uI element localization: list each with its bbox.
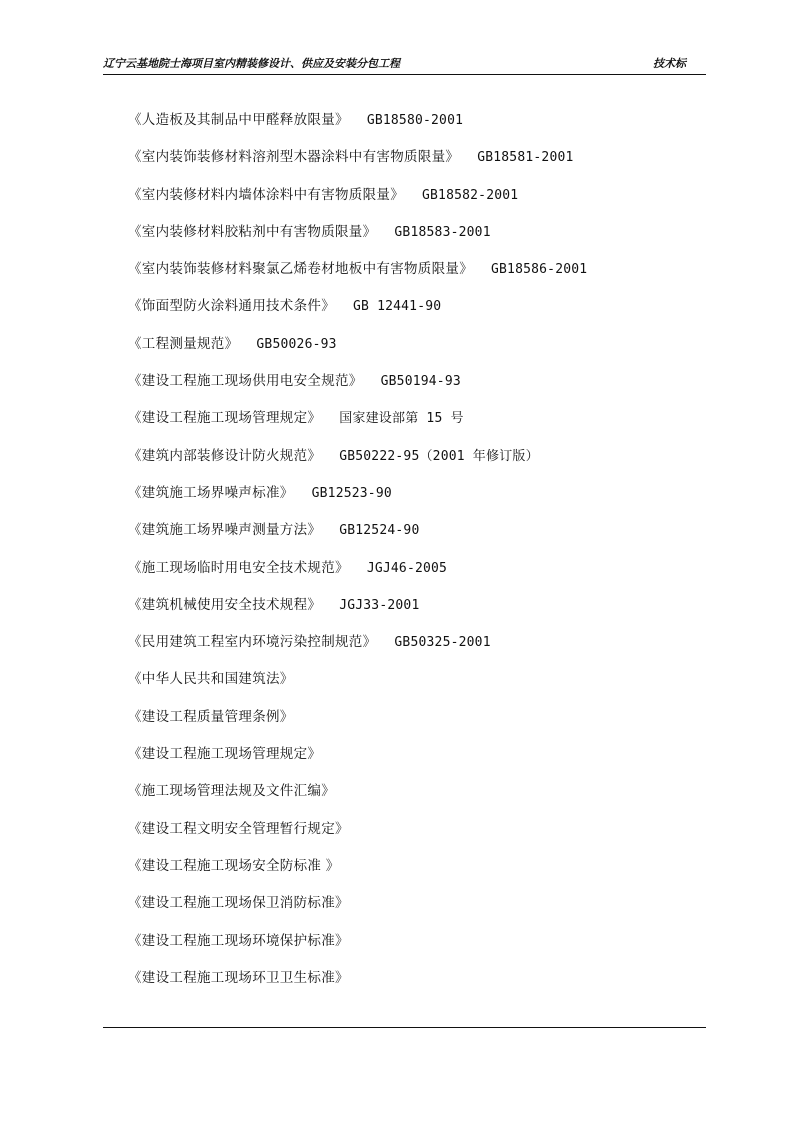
standard-item xyxy=(128,110,706,147)
standard-title: 《中华人民共和国建筑法》 xyxy=(128,671,294,688)
standard-title: 《建设工程施工现场管理规定》 xyxy=(128,746,322,763)
footer-rule xyxy=(103,1027,706,1028)
standard-item xyxy=(128,931,706,968)
standard-item xyxy=(128,968,706,1005)
standard-code: JGJ46-2005 xyxy=(366,560,448,576)
standard-item xyxy=(128,296,706,333)
standard-item xyxy=(128,856,706,893)
standard-title: 《建设工程施工现场安全防标准 》 xyxy=(128,857,340,874)
header-rule xyxy=(103,74,706,75)
standard-item xyxy=(128,520,706,557)
section-label: 技术标 xyxy=(653,57,686,70)
standard-item xyxy=(128,147,706,184)
standard-item xyxy=(128,669,706,706)
standard-title: 《建设工程施工现场环境保护标准》 xyxy=(128,932,349,949)
standard-title: 《室内装修材料内墙体涂料中有害物质限量》 xyxy=(128,186,404,203)
standard-item xyxy=(128,259,706,296)
standard-item xyxy=(128,222,706,259)
standard-code: JGJ33-2001 xyxy=(339,597,420,613)
standard-code: GB18581-2001 xyxy=(477,150,574,166)
standard-title: 《建筑施工场界噪声标准》 xyxy=(128,484,294,501)
standard-item xyxy=(128,408,706,445)
standards-list xyxy=(128,110,706,1005)
standard-code: GB12523-90 xyxy=(311,485,392,501)
standard-title: 《建设工程质量管理条例》 xyxy=(128,708,294,725)
standard-item xyxy=(128,334,706,371)
standard-title: 《工程测量规范》 xyxy=(128,335,239,352)
standard-title: 《民用建筑工程室内环境污染控制规范》 xyxy=(128,634,377,651)
standard-item xyxy=(128,446,706,483)
standard-item xyxy=(128,185,706,222)
standard-title: 《建筑机械使用安全技术规程》 xyxy=(128,596,322,613)
standard-title: 《建设工程施工现场管理规定》 xyxy=(128,410,322,427)
standard-item xyxy=(128,744,706,781)
standard-title: 《室内装饰装修材料溶剂型木器涂料中有害物质限量》 xyxy=(128,149,460,166)
standard-item xyxy=(128,371,706,408)
standard-title: 《施工现场临时用电安全技术规范》 xyxy=(128,559,349,576)
project-title: 辽宁云基地院士海项目室内精装修设计、供应及安装分包工程 xyxy=(103,57,400,70)
standard-item xyxy=(128,632,706,669)
standard-code: 国家建设部第 15 号 xyxy=(339,411,464,427)
standard-title: 《施工现场管理法规及文件汇编》 xyxy=(128,783,335,800)
standard-title: 《人造板及其制品中甲醛释放限量》 xyxy=(128,112,349,128)
standard-code: GB18582-2001 xyxy=(422,187,519,203)
standard-code: GB18583-2001 xyxy=(394,224,491,240)
standard-item xyxy=(128,483,706,520)
standard-item xyxy=(128,893,706,930)
standard-code: GB50325-2001 xyxy=(394,635,491,651)
standard-item xyxy=(128,595,706,632)
standard-title: 《建设工程施工现场环卫卫生标准》 xyxy=(128,969,349,986)
standard-code: GB50194-93 xyxy=(380,374,461,390)
standard-code: GB50222-95（2001 年修订版） xyxy=(339,448,539,464)
standard-title: 《饰面型防火涂料通用技术条件》 xyxy=(128,298,335,315)
standard-title: 《建设工程文明安全管理暂行规定》 xyxy=(128,820,349,837)
standard-item xyxy=(128,707,706,744)
standard-item xyxy=(128,819,706,856)
standard-title: 《建设工程施工现场供用电安全规范》 xyxy=(128,373,363,390)
standard-title: 《建筑内部装修设计防火规范》 xyxy=(128,447,322,464)
standard-item xyxy=(128,781,706,818)
standard-item xyxy=(128,558,706,595)
standard-title: 《室内装修材料胶粘剂中有害物质限量》 xyxy=(128,223,377,240)
standard-title: 《建设工程施工现场保卫消防标准》 xyxy=(128,895,349,912)
standard-code: GB18586-2001 xyxy=(491,262,588,278)
standard-title: 《室内装饰装修材料聚氯乙烯卷材地板中有害物质限量》 xyxy=(128,261,473,278)
standard-code: GB18580-2001 xyxy=(366,113,464,128)
standard-code: GB 12441-90 xyxy=(353,299,442,315)
standard-code: GB12524-90 xyxy=(339,523,420,539)
page-header xyxy=(103,55,706,73)
standard-code: GB50026-93 xyxy=(256,336,337,352)
standard-title: 《建筑施工场界噪声测量方法》 xyxy=(128,522,322,539)
